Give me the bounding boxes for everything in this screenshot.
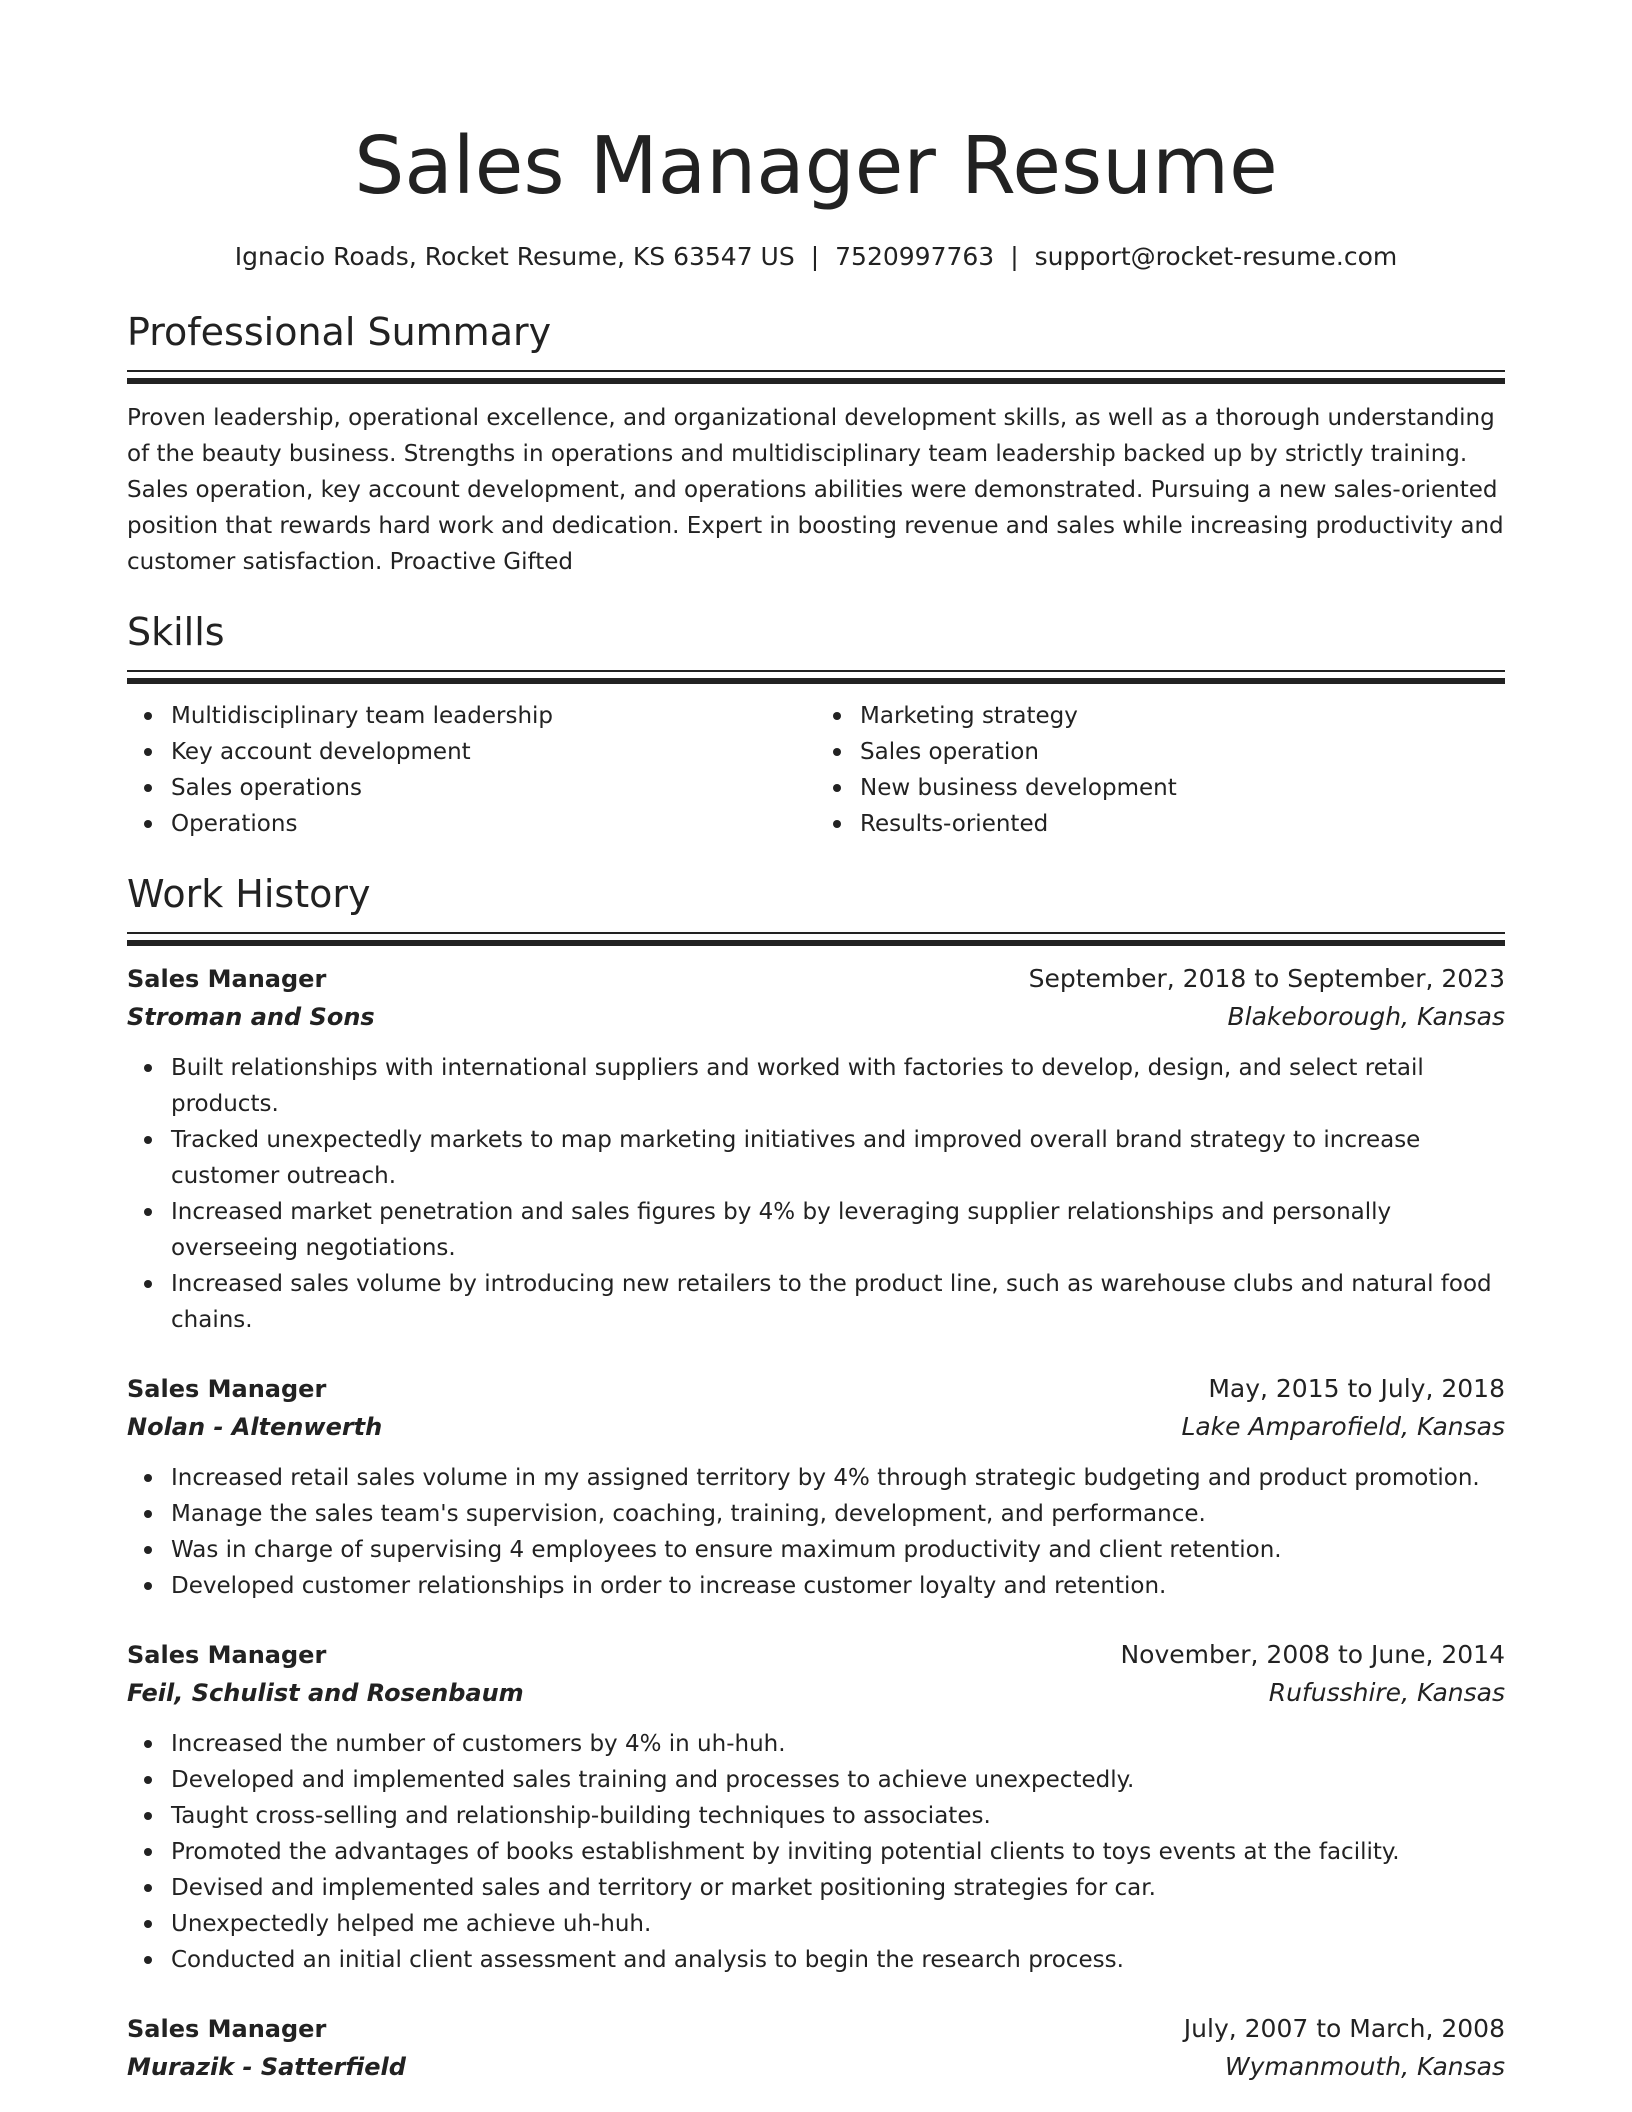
skill-item: Sales operations: [171, 770, 816, 806]
summary-section: [127, 308, 1505, 580]
job-location: Blakeborough, Kansas: [1227, 1002, 1505, 1031]
resume-title: Sales Manager Resume: [354, 120, 1278, 212]
section-divider: [127, 670, 1505, 672]
job-header: [127, 1636, 1505, 1674]
job-entry: [127, 1636, 1505, 1978]
job-location: Rufusshire, Kansas: [1268, 1678, 1505, 1707]
work-heading: Work History: [127, 872, 371, 916]
contact-phone: 7520997763: [835, 242, 995, 271]
skill-item: Results-oriented: [860, 806, 1505, 842]
job-entry: [127, 2010, 1505, 2086]
summary-heading: Professional Summary: [127, 310, 552, 354]
job-header: [127, 1370, 1505, 1408]
job-bullet: Manage the sales team's supervision, coaching, training, development, and performance.: [171, 1496, 1505, 1532]
job-location: Lake Amparofield, Kansas: [1181, 1412, 1505, 1441]
job-bullets: [127, 1460, 1505, 1604]
job-title: Sales Manager: [127, 965, 327, 993]
job-bullet: Developed customer relationships in order to increase customer loyalty and retention.: [171, 1568, 1505, 1604]
summary-text: Proven leadership, operational excellence, and organizational development skills, as well as a thorough understanding of the beauty business. Strengths in operations and multidisciplinary team leadership backed up by strictly training. Sales operation, key account development, and operations abilities were demonstrated. Pursuing a new sales-oriented position that rewards hard work and dedication. Expert in boosting revenue and sales while increasing productivity and customer satisfaction. Proactive Gifted: [127, 405, 1504, 575]
skill-item: Marketing strategy: [860, 698, 1505, 734]
section-divider-thick: [127, 378, 1505, 384]
contact-line: [127, 240, 1505, 274]
job-title: Sales Manager: [127, 1641, 327, 1669]
job-title: Sales Manager: [127, 2015, 327, 2043]
job-bullets: [127, 1726, 1505, 1978]
contact-separator: |: [810, 242, 820, 271]
skill-item: Key account development: [171, 734, 816, 770]
contact-email[interactable]: support@rocket-resume.com: [1034, 242, 1398, 271]
job-subheader: [127, 2048, 1505, 2086]
job-header: [127, 2010, 1505, 2048]
job-bullet: Increased retail sales volume in my assigned territory by 4% through strategic budgeting and product promotion.: [171, 1460, 1505, 1496]
job-bullets: [127, 1050, 1505, 1338]
skill-item: Sales operation: [860, 734, 1505, 770]
skill-item: Multidisciplinary team leadership: [171, 698, 816, 734]
job-bullet: Increased market penetration and sales figures by 4% by leveraging supplier relationships and personally overseeing negotiations.: [171, 1194, 1505, 1266]
job-company: Murazik - Satterfield: [127, 2053, 406, 2081]
section-divider-thick: [127, 678, 1505, 684]
contact-separator: |: [1010, 242, 1019, 271]
section-divider: [127, 932, 1505, 934]
skill-item: New business development: [860, 770, 1505, 806]
job-subheader: [127, 1408, 1505, 1446]
job-location: Wymanmouth, Kansas: [1224, 2052, 1505, 2081]
job-entry: [127, 960, 1505, 1338]
job-bullet: Devised and implemented sales and territory or market positioning strategies for car.: [171, 1870, 1505, 1906]
skills-heading: Skills: [127, 610, 225, 654]
job-company: Nolan - Altenwerth: [127, 1413, 383, 1441]
job-bullet: Conducted an initial client assessment and analysis to begin the research process.: [171, 1942, 1505, 1978]
job-bullet: Unexpectedly helped me achieve uh-huh.: [171, 1906, 1505, 1942]
skills-list-right: [816, 698, 1505, 842]
job-title: Sales Manager: [127, 1375, 327, 1403]
job-header: [127, 960, 1505, 998]
section-divider-thick: [127, 940, 1505, 946]
job-subheader: [127, 1674, 1505, 1712]
skills-section: [127, 608, 1505, 842]
job-dates: November, 2008 to June, 2014: [1120, 1640, 1505, 1669]
job-dates: September, 2018 to September, 2023: [1028, 964, 1505, 993]
job-dates: July, 2007 to March, 2008: [1183, 2014, 1505, 2043]
job-bullet: Built relationships with international suppliers and worked with factories to develop, design, and select retail products.: [171, 1050, 1505, 1122]
job-company: Stroman and Sons: [127, 1003, 375, 1031]
skills-list-left: [127, 698, 816, 842]
contact-address: Ignacio Roads, Rocket Resume, KS 63547 US: [234, 242, 795, 271]
job-subheader: [127, 998, 1505, 1036]
job-bullet: Increased sales volume by introducing new retailers to the product line, such as warehouse clubs and natural food chains.: [171, 1266, 1505, 1338]
skills-grid: [127, 698, 1505, 842]
job-entry: [127, 1370, 1505, 1604]
section-divider: [127, 370, 1505, 372]
work-section: [127, 870, 1505, 2086]
skill-item: Operations: [171, 806, 816, 842]
job-bullet: Tracked unexpectedly markets to map marketing initiatives and improved overall brand strategy to increase customer outreach.: [171, 1122, 1505, 1194]
job-bullet: Increased the number of customers by 4% in uh-huh.: [171, 1726, 1505, 1762]
job-dates: May, 2015 to July, 2018: [1208, 1374, 1505, 1403]
job-bullet: Developed and implemented sales training and processes to achieve unexpectedly.: [171, 1762, 1505, 1798]
job-company: Feil, Schulist and Rosenbaum: [127, 1679, 524, 1707]
job-bullet: Taught cross-selling and relationship-building techniques to associates.: [171, 1798, 1505, 1834]
job-bullet: Promoted the advantages of books establishment by inviting potential clients to toys events at the facility.: [171, 1834, 1505, 1870]
job-bullet: Was in charge of supervising 4 employees to ensure maximum productivity and client retention.: [171, 1532, 1505, 1568]
